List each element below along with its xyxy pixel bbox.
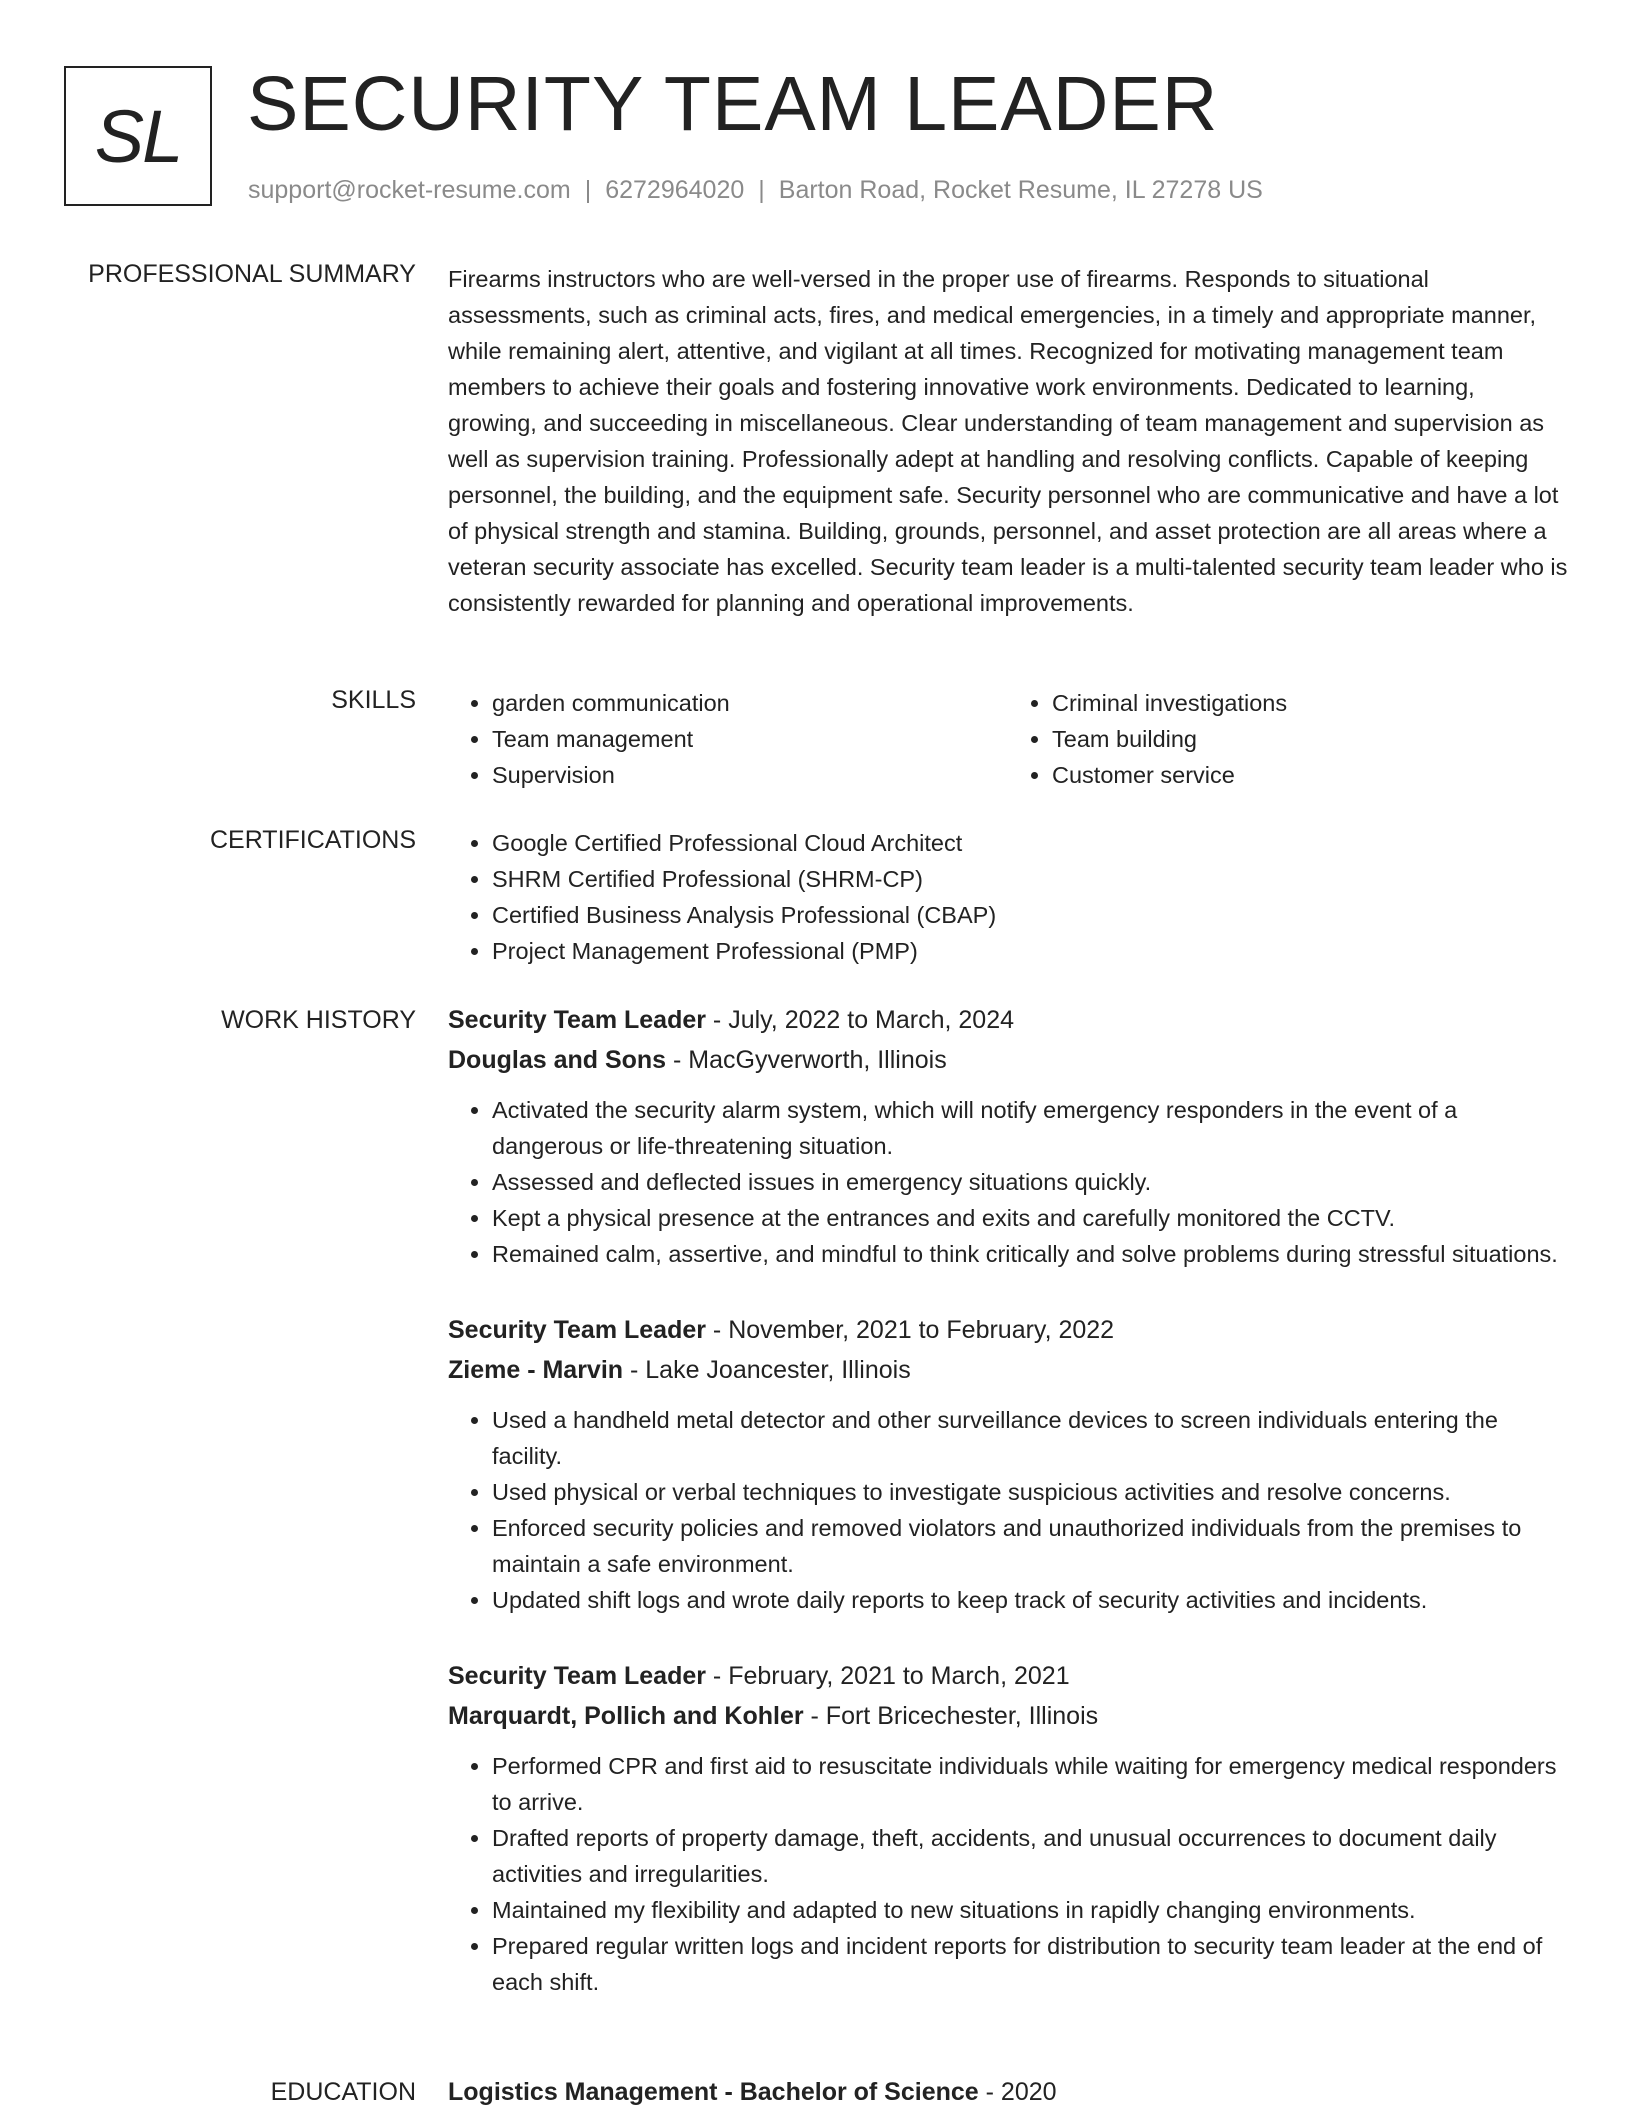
job-entry: [448, 1656, 1568, 2000]
job-bullet: • Maintained my flexibility and adapted to new situations in rapidly changing environments.: [492, 1892, 1568, 1928]
job-company: Zieme - Marvin: [448, 1356, 624, 1384]
job-company-line: [448, 1350, 1568, 1390]
skill-item: • garden communication: [492, 685, 1008, 721]
job-role: Security Team Leader: [448, 1662, 706, 1690]
certification-item: • Project Management Professional (PMP): [492, 933, 1568, 969]
certification-item: • SHRM Certified Professional (SHRM-CP): [492, 861, 1568, 897]
education-year: - 2020: [978, 2078, 1057, 2106]
address: Barton Road, Rocket Resume, IL 27278 US: [778, 176, 1263, 204]
skills-column-1: [448, 685, 1008, 793]
job-bullets: [448, 1092, 1568, 1272]
job-location: - Lake Joancester, Illinois: [623, 1356, 911, 1384]
job-company-line: [448, 1040, 1568, 1080]
job-bullets: [448, 1748, 1568, 2000]
certification-item: • Certified Business Analysis Professional (CBAP): [492, 897, 1568, 933]
job-bullet: • Used a handheld metal detector and other surveillance devices to screen individuals entering the facility.: [492, 1402, 1568, 1474]
job-company-line: [448, 1696, 1568, 1736]
job-bullet: • Drafted reports of property damage, theft, accidents, and unusual occurrences to document daily activities and irregularities.: [492, 1820, 1568, 1892]
job-entry: [448, 1310, 1568, 1618]
education-entry: [448, 2072, 1568, 2112]
skill-item: • Team building: [1052, 721, 1568, 757]
contact-line: [248, 176, 1263, 205]
job-bullets: [448, 1402, 1568, 1618]
job-role: Security Team Leader: [448, 1006, 706, 1034]
job-dates: - February, 2021 to March, 2021: [705, 1662, 1070, 1690]
email: support@rocket-resume.com: [248, 176, 571, 204]
job-location: - Fort Bricechester, Illinois: [803, 1702, 1099, 1730]
job-entry: [448, 1000, 1568, 1272]
skill-item: • Team management: [492, 721, 1008, 757]
skill-item: • Customer service: [1052, 757, 1568, 793]
job-bullet: • Assessed and deflected issues in emergency situations quickly.: [492, 1164, 1568, 1200]
skills-grid: [448, 685, 1568, 793]
skill-item: • Supervision: [492, 757, 1008, 793]
job-bullet: • Performed CPR and first aid to resuscitate individuals while waiting for emergency medical responders to arrive.: [492, 1748, 1568, 1820]
job-bullet: • Kept a physical presence at the entrances and exits and carefully monitored the CCTV.: [492, 1200, 1568, 1236]
contact-separator: |: [584, 176, 592, 204]
job-title-line: [448, 1310, 1568, 1350]
skills-heading: SKILLS: [331, 686, 416, 714]
certification-item: • Google Certified Professional Cloud Architect: [492, 825, 1568, 861]
contact-separator: |: [758, 176, 765, 204]
job-bullet: • Prepared regular written logs and incident reports for distribution to security team leader at the end of each shift.: [492, 1928, 1568, 2000]
education-heading: EDUCATION: [270, 2078, 416, 2106]
phone: 6272964020: [605, 176, 745, 204]
job-company: Douglas and Sons: [448, 1046, 667, 1074]
job-title-line: [448, 1000, 1568, 1040]
job-location: - MacGyverworth, Illinois: [666, 1046, 947, 1074]
job-bullet: • Enforced security policies and removed violators and unauthorized individuals from the premises to maintain a safe environment.: [492, 1510, 1568, 1582]
certifications-heading: CERTIFICATIONS: [209, 826, 416, 854]
skill-item: • Criminal investigations: [1052, 685, 1568, 721]
job-bullet: • Used physical or verbal techniques to investigate suspicious activities and resolve concerns.: [492, 1474, 1568, 1510]
job-dates: - November, 2021 to February, 2022: [705, 1316, 1115, 1344]
job-title-line: [448, 1656, 1568, 1696]
resume-header: [64, 61, 1564, 216]
job-company: Marquardt, Pollich and Kohler: [448, 1702, 804, 1730]
job-bullet: • Activated the security alarm system, which will notify emergency responders in the event of a dangerous or life-threatening situation.: [492, 1092, 1568, 1164]
certifications-list: [448, 825, 1568, 969]
job-bullet: • Updated shift logs and wrote daily reports to keep track of security activities and incidents.: [492, 1582, 1568, 1618]
education-degree: Logistics Management - Bachelor of Science: [448, 2078, 979, 2106]
summary-text: Firearms instructors who are well-versed in the proper use of firearms. Responds to situational assessments, such as criminal acts, fires, and medical emergencies, in a timely and appropriate manner, while remaining alert, attentive, and vigilant at all times. Recognized for motivating management team members to achieve their goals and fostering innovative work environments. Dedicated to learning, growing, and succeeding in miscellaneous. Clear understanding of team management and supervision as well as supervision training. Professionally adept at handling and resolving conflicts. Capable of keeping personnel, the building, and the equipment safe. Security personnel who are communicative and have a lot of physical strength and stamina. Building, grounds, personnel, and asset protection are all areas where a veteran security associate has excelled. Security team leader is a multi-talented security team leader who is consistently rewarded for planning and operational improvements.: [448, 266, 1568, 616]
job-role: Security Team Leader: [448, 1316, 706, 1344]
summary-heading: PROFESSIONAL SUMMARY: [88, 260, 416, 288]
resume-title: SECURITY TEAM LEADER: [247, 61, 1219, 147]
job-bullet: • Remained calm, assertive, and mindful to think critically and solve problems during stressful situations.: [492, 1236, 1568, 1272]
initials-monogram: SL: [64, 66, 212, 206]
work-history-heading: WORK HISTORY: [221, 1006, 416, 1034]
skills-column-2: [1008, 685, 1568, 793]
job-dates: - July, 2022 to March, 2024: [705, 1006, 1015, 1034]
